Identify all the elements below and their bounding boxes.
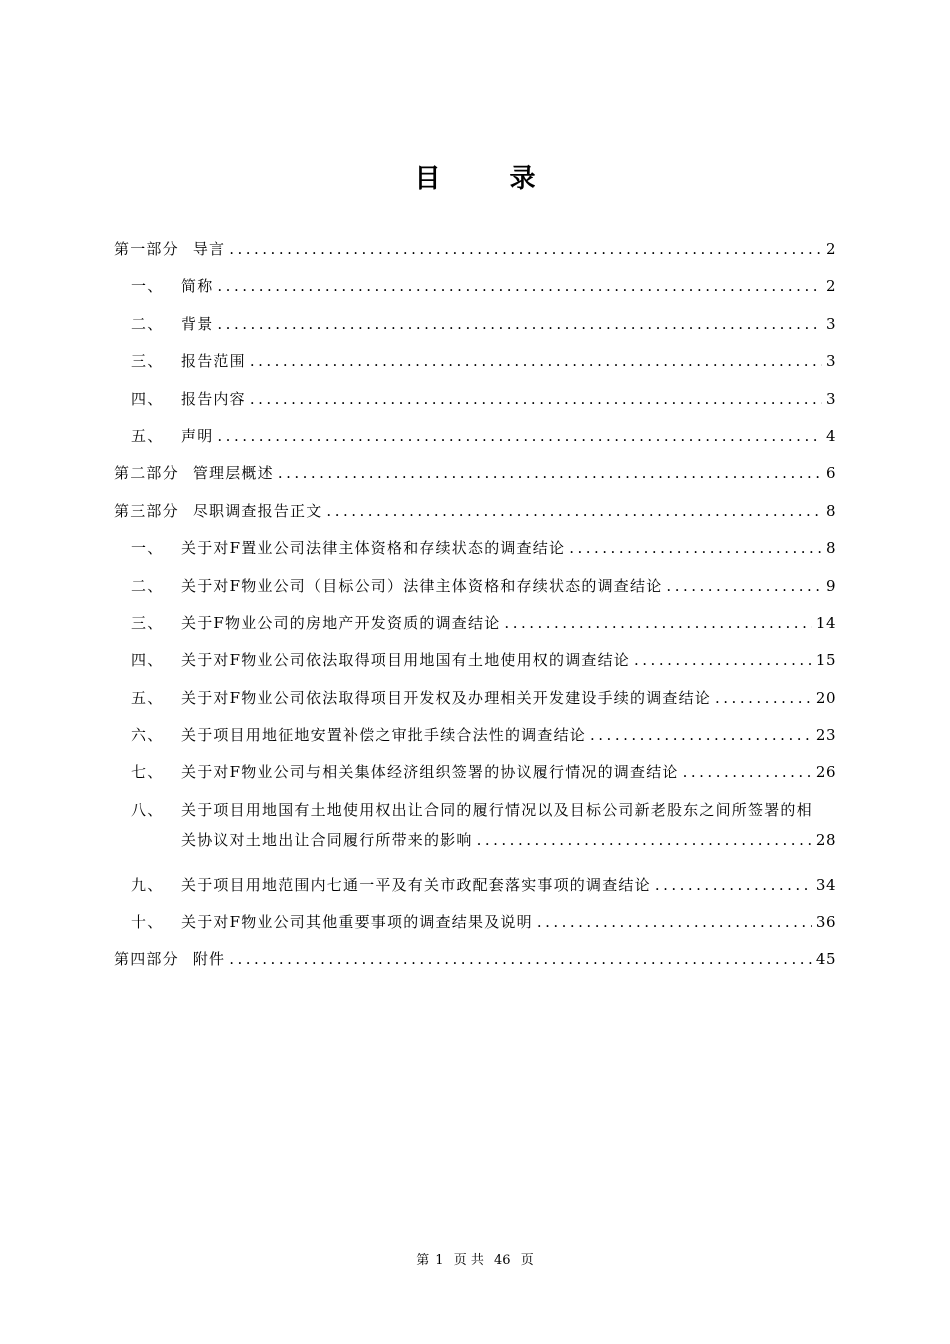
toc-entry-number: 三、 — [131, 352, 164, 371]
toc-section-entry[interactable] — [114, 715, 836, 752]
toc-entry-title: 导言 — [192, 240, 226, 258]
toc-entry-page: 8 — [825, 501, 836, 520]
toc-leader-dots — [537, 913, 812, 931]
toc-entry-page: 8 — [825, 539, 836, 558]
toc-entry-number: 四、 — [131, 389, 164, 408]
toc-entry-page: 9 — [825, 576, 836, 595]
toc-entry-page: 20 — [815, 688, 836, 707]
footer-total-pages: 46 — [494, 1253, 511, 1268]
footer-suffix: 页 — [520, 1253, 534, 1268]
toc-entry-page: 23 — [815, 726, 836, 745]
toc-entry-number: 一、 — [131, 277, 164, 296]
toc-part-entry[interactable] — [114, 229, 836, 266]
footer-current-page: 1 — [435, 1253, 444, 1268]
toc-section-entry[interactable] — [114, 640, 836, 677]
toc-entry-page: 26 — [815, 763, 836, 782]
toc-entry-title: 附件 — [192, 950, 226, 969]
toc-entry-number: 五、 — [131, 426, 164, 445]
toc-section-entry[interactable] — [114, 678, 836, 715]
page-footer — [0, 1249, 950, 1268]
toc-entry-page: 15 — [815, 651, 836, 670]
toc-leader-dots — [590, 726, 812, 744]
toc-entry-page: 2 — [825, 240, 836, 258]
toc-entry-number: 第二部分 — [114, 464, 179, 483]
toc-section-entry[interactable] — [114, 752, 836, 789]
toc-entry-title: 简称 — [181, 277, 214, 296]
toc-entry-title: 关协议对土地出让合同履行所带来的影响 — [181, 831, 473, 850]
toc-part-entry[interactable] — [114, 939, 836, 976]
toc-entry-number: 一、 — [131, 539, 164, 558]
toc-entry-title: 关于对F物业公司与相关集体经济组织签署的协议履行情况的调查结论 — [181, 763, 679, 782]
toc-entry-title: 报告内容 — [181, 389, 246, 408]
toc-leader-dots — [504, 614, 811, 632]
toc-entry-number: 六、 — [131, 726, 164, 745]
toc-entry-title: 关于项目用地范围内七通一平及有关市政配套落实事项的调查结论 — [181, 875, 651, 894]
toc-entry-number: 二、 — [131, 314, 164, 333]
toc-section-entry[interactable] — [114, 566, 836, 603]
toc-leader-dots — [278, 464, 822, 482]
toc-entry-page: 45 — [815, 950, 836, 969]
toc-entry-page: 36 — [815, 913, 836, 932]
toc-entry-title: 关于对F物业公司（目标公司）法律主体资格和存续状态的调查结论 — [181, 576, 663, 595]
toc-part-entry[interactable] — [114, 453, 836, 490]
toc-entry-number: 三、 — [131, 613, 164, 632]
toc-leader-dots — [229, 950, 812, 968]
toc-leader-dots — [217, 277, 822, 295]
toc-entry-title: 关于对F物业公司依法取得项目开发权及办理相关开发建设手续的调查结论 — [181, 688, 712, 707]
toc-entry-title: 关于项目用地征地安置补偿之审批手续合法性的调查结论 — [181, 726, 587, 745]
toc-entry-title: 报告范围 — [181, 352, 246, 371]
toc-entry-page: 3 — [825, 314, 836, 333]
toc-section-entry[interactable] — [114, 304, 836, 341]
page-title: 目 录 — [414, 164, 566, 194]
toc-entry-page: 2 — [825, 277, 836, 296]
toc-entry-number: 第一部分 — [114, 240, 179, 258]
toc-entry-title: 关于对F物业公司依法取得项目用地国有土地使用权的调查结论 — [181, 651, 631, 670]
toc-entry-number: 九、 — [131, 875, 164, 894]
toc-entry-title: 声明 — [181, 426, 214, 445]
toc-entry-number: 第三部分 — [114, 501, 179, 520]
toc-section-entry[interactable] — [114, 341, 836, 378]
toc-part-entry[interactable] — [114, 491, 836, 528]
toc-section-entry[interactable] — [114, 902, 836, 939]
toc-entry-page: 14 — [815, 613, 836, 632]
toc-leader-dots — [634, 651, 812, 669]
toc-section-entry[interactable] — [114, 528, 836, 565]
toc-entry-number: 十、 — [131, 913, 164, 932]
footer-mid: 页 共 — [453, 1253, 484, 1268]
toc-section-entry[interactable] — [114, 266, 836, 303]
toc-entry-page: 34 — [815, 875, 836, 894]
toc-entry-number: 四、 — [131, 651, 164, 670]
toc-entry-number: 第四部分 — [114, 950, 179, 969]
toc-leader-dots — [569, 539, 822, 557]
footer-prefix: 第 — [416, 1253, 430, 1268]
toc-entry-page: 3 — [825, 389, 836, 408]
toc-entry-title: 关于项目用地国有土地使用权出让合同的履行情况以及目标公司新老股东之间所签署的相 — [181, 800, 813, 819]
toc-entry-number: 八、 — [131, 800, 164, 819]
toc-section-entry[interactable] — [114, 865, 836, 902]
toc-section-entry[interactable] — [114, 827, 836, 864]
toc-section-entry[interactable] — [114, 379, 836, 416]
toc-leader-dots — [250, 352, 822, 370]
toc-entry-title: 尽职调查报告正文 — [192, 501, 323, 520]
toc-entry-number: 二、 — [131, 576, 164, 595]
toc-entry-title: 管理层概述 — [192, 464, 274, 483]
toc-leader-dots — [217, 427, 822, 445]
toc-section-entry[interactable] — [114, 416, 836, 453]
toc-entry-title: 关于对F置业公司法律主体资格和存续状态的调查结论 — [181, 539, 566, 558]
toc-leader-dots — [715, 689, 812, 707]
toc-leader-dots — [250, 390, 822, 408]
toc-entry-number: 七、 — [131, 763, 164, 782]
toc-leader-dots — [217, 315, 822, 333]
toc-leader-dots — [326, 502, 822, 520]
toc-leader-dots — [666, 577, 822, 595]
table-of-contents — [114, 229, 836, 977]
toc-section-entry[interactable] — [114, 603, 836, 640]
toc-entry-title: 背景 — [181, 314, 214, 333]
toc-entry-title: 关于F物业公司的房地产开发资质的调查结论 — [181, 613, 501, 632]
toc-entry-number: 五、 — [131, 688, 164, 707]
toc-entry-page: 3 — [825, 352, 836, 371]
toc-leader-dots — [477, 831, 812, 849]
toc-leader-dots — [229, 240, 822, 258]
toc-leader-dots — [683, 763, 812, 781]
toc-entry-page: 28 — [815, 831, 836, 850]
toc-entry-page: 4 — [825, 426, 836, 445]
toc-section-entry[interactable] — [114, 790, 836, 827]
toc-entry-title: 关于对F物业公司其他重要事项的调查结果及说明 — [181, 913, 533, 932]
toc-leader-dots — [655, 876, 812, 894]
toc-entry-page: 6 — [825, 464, 836, 483]
